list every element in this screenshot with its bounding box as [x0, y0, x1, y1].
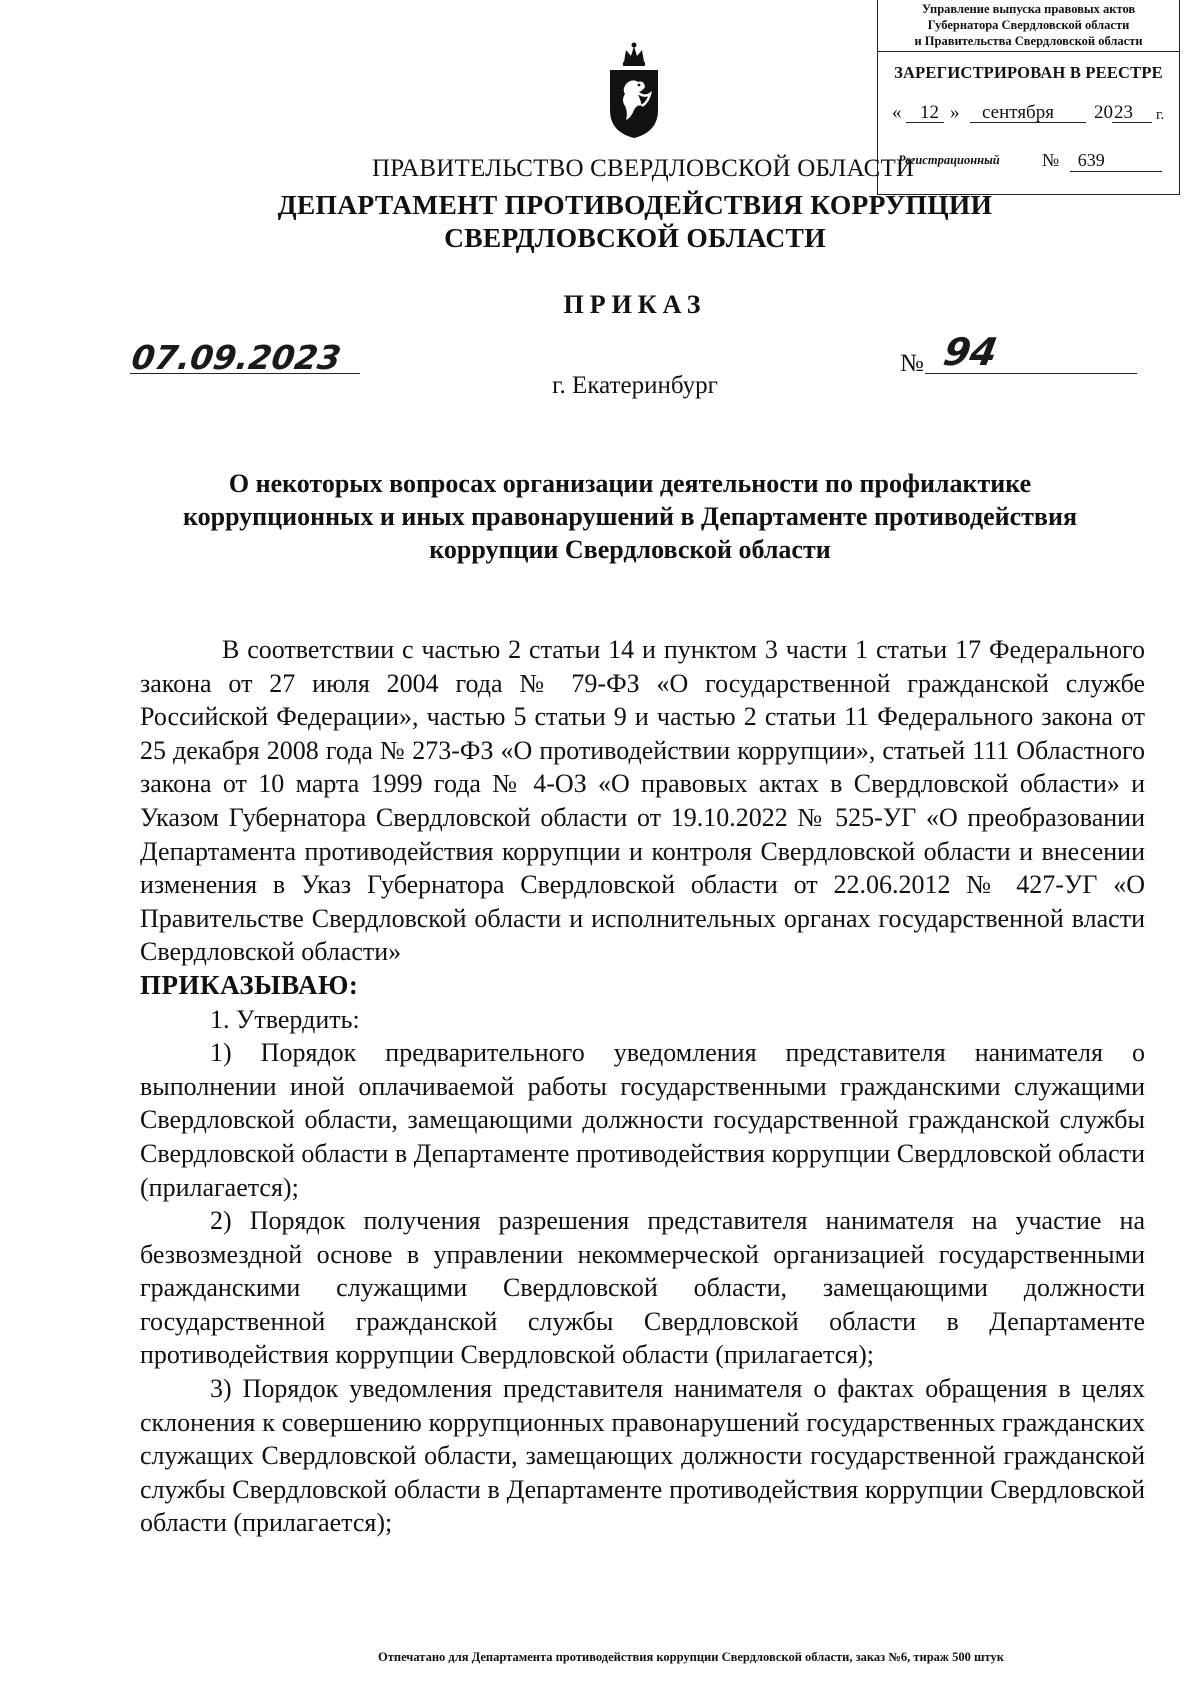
registration-stamp [877, 0, 1180, 195]
stamp-month: сентября [982, 102, 1054, 123]
stamp-quote-open: « [892, 102, 902, 123]
subitem-1: 1) Порядок предварительного уведомления представителя нанимателя о выполнении иной оплачиваемой работы государственными гражданскими служащими Свердловской области, замещающими должности государственной гражданской службы Свердловской области в Департаменте противодействия коррупции Свердловской области (прилагается); [140, 1038, 1145, 1202]
stamp-number-value: 639 [1070, 150, 1162, 172]
stamp-issuer-line: и Правительства Свердловской области [914, 34, 1143, 48]
order-word: ПРИКАЗЫВАЮ: [140, 969, 359, 1000]
stamp-day: 12 [920, 102, 939, 123]
stamp-quote-close: » [950, 102, 960, 123]
coat-of-arms-icon [604, 40, 664, 140]
stamp-year-prefix: 20 [1094, 102, 1113, 123]
order-number-sign: № [900, 350, 924, 377]
stamp-number [1042, 150, 1162, 172]
government-name: ПРАВИТЕЛЬСТВО СВЕРДЛОВСКОЙ ОБЛАСТИ [372, 155, 915, 182]
subitem-2: 2) Порядок получения разрешения представителя нанимателя на участие на безвозмездной основе в управлении некоммерческой организацией государственными гражданскими служащими Свердловской области, замещающими должности государственной гражданской службы Свердловской области в Департаменте противодействия коррупции Свердловской области (прилагается); [140, 1206, 1145, 1370]
stamp-year-mark: г. [1156, 107, 1165, 123]
stamp-number-label: Регистрационный [898, 153, 1000, 167]
department-name-line2: СВЕРДЛОВСКОЙ ОБЛАСТИ [444, 222, 826, 253]
print-footer: Отпечатано для Департамента противодействия коррупции Свердловской области, заказ №6, тираж 500 штук [378, 1650, 1004, 1664]
document-body [140, 633, 1145, 1540]
preamble-paragraph: В соответствии с частью 2 статьи 14 и пунктом 3 части 1 статьи 17 Федерального закона от 27 июля 2004 года № 79-ФЗ «О государственной гражданской службе Российской Федерации», частью 5 статьи 9 и частью 2 статьи 11 Федерального закона от 25 декабря 2008 года № 273-ФЗ «О противодействии коррупции», статьей 111 Областного закона от 10 марта 1999 года № 4-ОЗ «О правовых актах в Свердловской области» и Указом Губернатора Свердловской области от 19.10.2022 № 525-УГ «О преобразовании Департамента противодействия коррупции и контроля Свердловской области и внесении изменения в Указ Губернатора Свердловской области от 22.06.2012 № 427-УГ «О Правительстве Свердловской области и исполнительных органах государственной власти Свердловской области» [140, 635, 1145, 967]
item-1: 1. Утвердить: [210, 1004, 360, 1034]
city: г. Екатеринбург [552, 372, 718, 399]
stamp-registered-label: ЗАРЕГИСТРИРОВАН В РЕЕСТРЕ [894, 63, 1163, 82]
document-title: О некоторых вопросах организации деятельности по профилактике коррупционных и иных правонарушений в Департаменте противодействия коррупции Свердловской области [182, 469, 1078, 564]
order-number: 94 [940, 330, 1001, 374]
department-name-line1: ДЕПАРТАМЕНТ ПРОТИВОДЕЙСТВИЯ КОРРУПЦИИ [277, 189, 993, 220]
subitem-3: 3) Порядок уведомления представителя нанимателя о фактах обращения в целях склонения к совершению коррупционных правонарушений государственных гражданских служащих Свердловской области, замещающих должности государственной гражданской службы Свердловской области в Департаменте противодействия коррупции Свердловской области (прилагается); [140, 1374, 1145, 1538]
stamp-date [886, 100, 1176, 128]
order-date: 07.09.2023 [129, 338, 344, 377]
stamp-issuer-line: Управление выпуска правовых актов [921, 2, 1136, 16]
document-type: ПРИКАЗ [563, 290, 707, 319]
stamp-issuer-line: Губернатора Свердловской области [927, 18, 1130, 32]
stamp-issuer [878, 0, 1179, 52]
stamp-number-sign: № [1042, 150, 1060, 170]
stamp-year-suffix: 23 [1114, 102, 1133, 123]
